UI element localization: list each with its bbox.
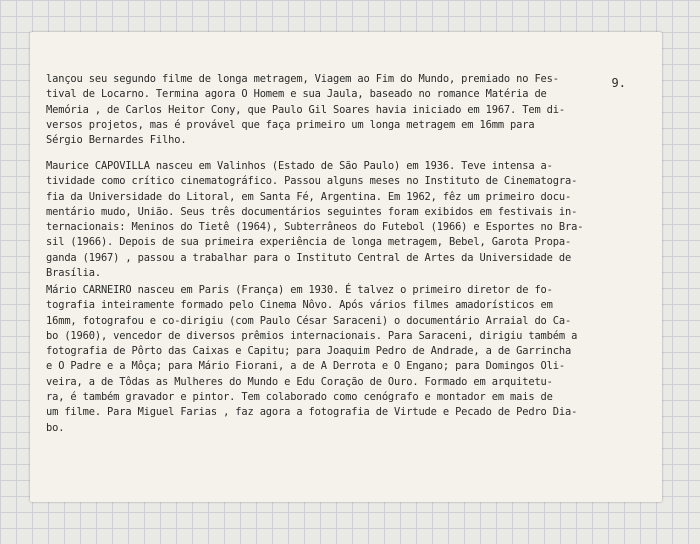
text-line: Sérgio Bernardes Filho. [46,134,187,147]
text-line: bo (1960), vencedor de diversos prêmios internacionais. Para Saraceni, dirigiu também a [46,329,578,342]
text-line: Memória , de Carlos Heitor Cony, que Paulo Gil Soares havia iniciado em 1967. Tem di- [46,103,565,116]
page-number: 9. [611,76,626,90]
text-line: sil (1966). Depois de sua primeira experiência de longa metragem, Bebel, Garota Propa- [46,236,572,249]
text-line: ganda (1967) , passou a trabalhar para o Instituto Central de Artes da Universidade de [46,251,572,264]
text-line: bo. [46,421,65,434]
text-line: tografia inteiramente formado pelo Cinema Nôvo. Após vários filmes amadorísticos em [46,299,553,312]
text-line: veira, a de Tôdas as Mulheres do Mundo e Edu Coração de Ouro. Formado em arquitetu- [46,375,553,388]
text-line: Brasília. [46,267,101,280]
text-line: tival de Locarno. Termina agora O Homem e sua Jaula, baseado no romance Matéria de [46,88,547,101]
text-line: fia da Universidade do Litoral, em Santa Fé, Argentina. Em 1962, fêz um primeiro docu- [46,190,572,203]
text-line: fotografia de Pôrto das Caixas e Capitu; para Joaquim Pedro de Andrade, a de Garrincha [46,345,572,358]
text-line: tividade como crítico cinematográfico. Passou alguns meses no Instituto de Cinematogra- [46,175,578,188]
text-line: versos projetos, mas é provável que faça primeiro um longa metragem em 16mm para [46,118,535,131]
paragraph-viagem [46,72,628,148]
text-line: 16mm, fotografou e co-dirigiu (com Paulo César Saraceni) o documentário Arraial do Ca- [46,314,572,327]
paragraph-capovilla [46,159,628,281]
text-line: Maurice CAPOVILLA nasceu em Valinhos (Estado de São Paulo) em 1936. Teve intensa a- [46,160,553,172]
text-line: ternacionais: Meninos do Tietê (1964), Subterrâneos do Futebol (1966) e Esportes no Bra- [46,221,584,234]
paragraph-carneiro [46,283,628,436]
text-line: lançou seu segundo filme de longa metragem, Viagem ao Fim do Mundo, premiado no Fes- [46,73,559,85]
text-line: e O Padre e a Môça; para Mário Fiorani, a de A Derrota e O Engano; para Domingos Oli- [46,360,565,373]
text-line: Mário CARNEIRO nasceu em Paris (França) em 1930. É talvez o primeiro diretor de fo- [46,284,553,296]
text-line: mentário mudo, União. Seus três documentários seguintes foram exibidos em festivais in- [46,205,578,218]
text-line: ra, é também gravador e pintor. Tem colaborado como cenógrafo e montador em mais de [46,391,553,404]
text-line: um filme. Para Miguel Farias , faz agora a fotografia de Virtude e Pecado de Pedro Dia- [46,406,578,419]
